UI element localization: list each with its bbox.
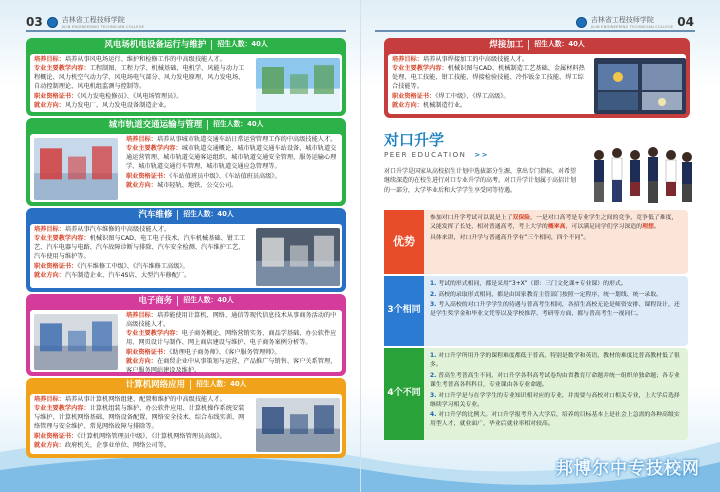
info-row — [126, 145, 338, 172]
info-row — [34, 433, 246, 442]
box-item — [430, 352, 682, 370]
info-row — [126, 182, 338, 191]
major-card-text — [392, 56, 587, 112]
right-header-rule — [375, 30, 695, 32]
item-text: 普高生考普高生不同，对口升学各科高考试卷均由省教育厅命题并统一组织单独命题；各专业课生考普高各科科目，专业课由各专业命题。 — [430, 372, 680, 388]
info-label: 职业资格证书： — [34, 432, 78, 440]
info-text: 机械识图与CAD、电工电子技术、汽车机械基础、钳工工艺、汽车电器与电路、汽车故障诊断与排除、汽车安全检测、汽车维护工艺、汽车使用与维护等。 — [34, 235, 246, 261]
info-label: 就业方向： — [392, 102, 423, 110]
major-card-text — [34, 56, 246, 112]
item-number: 3. — [430, 302, 437, 309]
major-card-urban-rail — [26, 118, 346, 206]
info-text: 政府机关、企事业单位、网络公司等。 — [64, 442, 171, 450]
major-card-bar — [26, 208, 346, 222]
major-card-auto-repair — [26, 208, 346, 292]
info-row — [34, 93, 246, 102]
item-text: 对口升学是与在学学生的专业知识相对应的专业，并需要与高校对口相关专业，上大学后选择继续学习相关专业。 — [430, 392, 680, 408]
box-tag: 优势 — [384, 210, 424, 274]
info-text: 城市轻轨、地铁、公交公司。 — [156, 182, 238, 190]
info-text: 《焊工中级》、《焊工高级》。 — [435, 92, 510, 100]
box-item — [430, 301, 682, 319]
box-text — [430, 280, 682, 321]
wind-turbine-photo — [256, 58, 340, 112]
info-label: 培养目标： — [126, 136, 157, 143]
info-label: 就业方向： — [34, 102, 65, 110]
info-row — [392, 93, 587, 102]
info-text: 《助理电子商务师》、《客户服务管理师》。 — [169, 348, 281, 356]
welding-workshop-photo — [594, 58, 686, 114]
item-text: 考入高校的对口升学学生的待遇与普高考生相同，各招生高校无论是师资安排、课程设计，还是学生奖学金和毕业文凭等以及学校推荐、考研等方面，都与普高考生一视同仁。 — [430, 302, 680, 318]
watermark: 邦博尔中专技校网 — [556, 459, 700, 480]
major-card-body — [30, 54, 342, 112]
info-text: 电子商务概论、网络营销实务、商品学基础、办公软件应用、网页设计与制作、网上商店建设与维护、电子商务案例分析等。 — [126, 330, 337, 347]
info-row — [34, 396, 246, 405]
major-title: 电子商务 — [138, 295, 173, 306]
info-label: 专业主要教学内容： — [126, 330, 182, 338]
info-label: 职业资格证书： — [126, 348, 170, 356]
major-card-text — [126, 136, 338, 192]
box-item — [430, 392, 682, 410]
info-label: 培养目标： — [126, 312, 157, 319]
info-text: 《车站值班员中级》、《车站值班员高级》。 — [169, 172, 281, 180]
school-logo-icon — [47, 17, 58, 28]
item-number: 1. — [430, 281, 437, 287]
info-row — [34, 65, 246, 92]
major-title: 汽车维修 — [138, 209, 173, 220]
info-row — [34, 405, 246, 432]
major-card-body — [388, 54, 686, 114]
info-text: 《风力发电检修员》、《风电场管理员》。 — [77, 92, 183, 100]
info-label: 专业主要教学内容： — [34, 405, 90, 413]
right-school-name: 吉林省工程技师学院 — [590, 16, 654, 25]
major-card-bar — [384, 38, 690, 52]
info-label: 专业主要教学内容： — [126, 145, 182, 153]
left-school-name: 吉林省工程技师学院 — [61, 16, 125, 25]
recruit-count: 招生人数：40人 — [177, 296, 233, 306]
box-text-segment: ，可以满足同学们学习深造的 — [565, 224, 643, 231]
box-paragraph — [430, 234, 682, 243]
info-text: 工程制图、工程力学、机械基础、电机学、风能与动力工程概论、风力机空气动力学、风电场电气部分、风力发电原理、风力发电场、自动控制理论、风电机组监测与控制等。 — [34, 65, 245, 91]
major-title: 城市轨道交通运输与管理 — [108, 119, 203, 130]
info-text: 机械制造行业。 — [422, 102, 467, 110]
item-number: 2. — [430, 291, 437, 298]
recruit-count: 招生人数：40人 — [190, 380, 246, 390]
advantage-box — [384, 210, 688, 274]
info-row — [34, 56, 246, 65]
item-number: 3. — [430, 392, 437, 399]
info-text: 《计算机网络管理员中级》、《计算机网络管理员高级》。 — [77, 432, 226, 440]
box-text-segment: 具体来讲，对口升学与普通高升学有“三个相同，四个不同”。 — [430, 234, 590, 241]
peer-education-intro: 对口升学是国家从高校招生计划中选拔部分生源，拿出专门指标，对希望继续深造的在校生进行对口专业升学的高考。对口升学计划属于高招计划的一部分，大学毕业后和大学学生享受同等待遇。 — [384, 168, 577, 194]
box-tag: 4个不同 — [384, 348, 424, 440]
info-label: 就业方向： — [126, 182, 157, 190]
auto-repair-photo — [256, 228, 340, 286]
info-row — [126, 312, 338, 330]
box-text-segment: 概率高 — [547, 224, 566, 231]
item-number: 1. — [430, 353, 437, 359]
item-number: 4. — [430, 412, 437, 419]
major-card-text — [34, 396, 246, 452]
info-label: 就业方向： — [126, 358, 157, 366]
major-title: 风电场机电设备运行与维护 — [104, 39, 207, 50]
right-school-block — [591, 15, 673, 30]
box-text — [430, 214, 682, 244]
three-same-box — [384, 276, 688, 346]
box-item — [430, 291, 682, 300]
info-text: 汽车制造企业、汽车4S店、大型汽车修配厂。 — [64, 272, 191, 280]
students-photo — [585, 143, 697, 209]
right-page-number: 04 — [677, 15, 694, 29]
info-row — [34, 442, 246, 451]
peer-education-subtitle-text: PEER EDUCATION — [384, 151, 467, 159]
info-label: 培养目标： — [34, 226, 65, 233]
info-row — [126, 173, 338, 182]
major-card-bar — [26, 38, 346, 52]
info-label: 职业资格证书： — [34, 262, 78, 270]
box-paragraph — [430, 214, 682, 232]
school-logo-icon — [576, 17, 587, 28]
info-text: 机械识图与CAD、机械制造工艺基础、金属材料热处理、电工技能、钳工技能、焊接检验技能、冷作钣金工技能、焊工综合技能等。 — [392, 65, 585, 91]
left-header — [26, 14, 144, 31]
item-number: 2. — [430, 372, 437, 379]
major-card-text — [126, 312, 338, 376]
info-label: 培养目标： — [34, 396, 65, 403]
info-text: 培养从事焊接加工的中高级技能人才。 — [422, 56, 529, 63]
right-header — [576, 14, 694, 31]
info-label: 职业资格证书： — [392, 92, 436, 100]
major-card-wind-power — [26, 38, 346, 116]
box-text-segment: 参加对口升学考试可以说是上了 — [430, 215, 513, 221]
ecommerce-photo — [34, 314, 118, 370]
item-text: 对口升学的比例大。对口升学报考升入大学后，培养的目标基本上是社会上急需的各种高级实用型人才，就业面广，毕业后就业率相对较高。 — [430, 412, 680, 428]
info-label: 培养目标： — [34, 56, 65, 63]
major-card-body — [30, 394, 342, 454]
info-label: 就业方向： — [34, 442, 65, 450]
info-text: 培养从事计算机网络组建、配置和维护的中高级技能人才。 — [64, 396, 226, 403]
major-card-ecommerce — [26, 294, 346, 376]
four-different-box — [384, 348, 688, 440]
recruit-count: 招生人数：40人 — [528, 40, 584, 50]
info-label: 就业方向： — [34, 272, 65, 280]
box-tag: 3个相同 — [384, 276, 424, 346]
major-card-bar — [26, 118, 346, 132]
info-text: 培养从事汽车维修的中高级技能人才。 — [64, 226, 171, 233]
info-row — [34, 235, 246, 262]
major-card-body — [30, 134, 342, 202]
peer-education-title: 对口升学 — [384, 131, 445, 149]
major-card-network — [26, 378, 346, 458]
info-label: 专业主要教学内容： — [34, 65, 90, 73]
computer-lab-photo — [256, 398, 340, 452]
box-text — [430, 352, 682, 431]
major-card-body — [30, 224, 342, 288]
box-item — [430, 372, 682, 390]
major-card-bar — [26, 378, 346, 392]
info-label: 专业主要教学内容： — [392, 65, 448, 73]
info-text: 培养从事城市轨道交通车站日常运营管理工作的中高级技能人才。 — [156, 136, 337, 143]
item-text: 考试的形式相同，都是采用“3+X”（即：三门文化课+专业课）的形式。 — [438, 281, 627, 287]
left-page-number: 03 — [26, 15, 43, 29]
info-text: 风力发电厂、风力发电设备制造企业。 — [64, 102, 171, 110]
right-school-en: JILIN ENGINEERING TECHNICIAN COLLEGE — [590, 25, 674, 30]
info-row — [34, 272, 246, 281]
recruit-count: 招生人数：40人 — [211, 40, 267, 50]
info-text: 培养能使用计算机、网络、通信等现代信息技术从事商务活动的中高级技能人才。 — [126, 312, 337, 328]
info-text: 城市轨道交通概论、城市轨道交通车站设备、城市轨道交通运营管理、城市轨道交通客运组织、城市轨道交通安全管理、服务运输心理学、城市轨道交通行车管理、城市轨道交通应急管理等。 — [126, 145, 337, 171]
major-title: 焊接加工 — [489, 39, 524, 50]
box-item — [430, 280, 682, 289]
info-row — [392, 102, 587, 111]
box-text-segment: 。 — [653, 224, 660, 231]
left-header-rule — [26, 30, 346, 32]
info-text: 在商贸企业中从事策划与运营、产品推广与销售、客户关系管理、客户服务网站建设及维护。 — [126, 358, 337, 375]
left-school-en: JILIN ENGINEERING TECHNICIAN COLLEGE — [61, 25, 145, 30]
info-label: 职业资格证书： — [126, 172, 170, 180]
box-text-segment: 理想 — [642, 224, 654, 231]
item-text: 高校的录取形式相同，都是由国家教育主管部门按照一定程序，统一划线、统一录取。 — [438, 291, 663, 298]
major-card-body — [30, 310, 342, 375]
rail-transit-photo — [34, 138, 118, 200]
info-row — [392, 65, 587, 92]
major-title: 计算机网络应用 — [125, 379, 186, 390]
info-text: 计算机组装与维护、办公软件应用、计算机操作系统安装与维护、计算机网络基础、网络设备配置、网络安全技术、综合布线实训、网络管理与安全维护、常见网络故障与排除等。 — [34, 405, 245, 431]
major-card-text — [34, 226, 246, 282]
info-row — [34, 102, 246, 111]
info-row — [392, 56, 587, 65]
box-item — [430, 411, 682, 429]
item-text: 对口升学所用升学的课程难度都低于普高，特别是数学和英语，教材的难度比普高教材低了很多。 — [430, 353, 680, 369]
left-school-block — [62, 15, 144, 30]
info-row — [126, 358, 338, 376]
box-text-segment: 双保险 — [512, 215, 531, 221]
peer-education-subtitle — [384, 150, 489, 160]
info-row — [34, 226, 246, 235]
recruit-count: 招生人数：40人 — [207, 120, 263, 130]
box-text-segment: ，一是对口高考是专业学生之间的竞争，竞争低了难度，又能发挥了长处，相对普通高考，考上大学的 — [430, 215, 678, 231]
info-row — [126, 136, 338, 145]
info-text: 培养从事风电场运行、维护和检修工作的中高级技能人才。 — [64, 56, 226, 63]
info-label: 培养目标： — [392, 56, 423, 63]
info-label: 职业资格证书： — [34, 92, 78, 100]
info-label: 专业主要教学内容： — [34, 235, 90, 243]
recruit-count: 招生人数：40人 — [177, 210, 233, 220]
info-row — [34, 263, 246, 272]
info-text: 《汽车维修工中级》、《汽车维修工高级》。 — [77, 262, 189, 270]
major-card-bar — [26, 294, 346, 308]
info-row — [126, 330, 338, 348]
major-card-welding — [384, 38, 690, 118]
info-row — [126, 349, 338, 358]
double-arrow-icon: >> — [474, 151, 490, 159]
